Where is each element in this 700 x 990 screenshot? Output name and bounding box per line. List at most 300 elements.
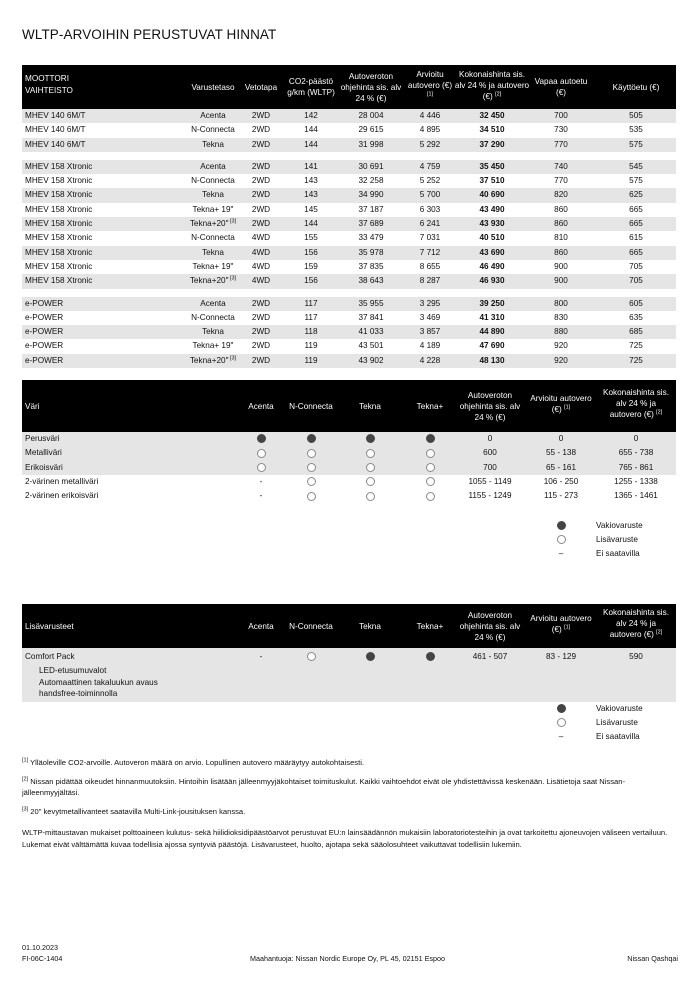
cell-co2: 141 — [304, 161, 318, 171]
cell-base: 700 — [483, 462, 497, 472]
cell-base: 1155 - 1249 — [468, 491, 512, 501]
header-trim: Varustetaso — [191, 82, 235, 92]
footer-date: 01.10.2023 — [22, 943, 58, 952]
cell-delivery: 860 — [554, 219, 568, 229]
cell-engine: MHEV 158 Xtronic — [25, 261, 93, 271]
cell-base: 37 835 — [358, 261, 384, 271]
cell-delivery: 860 — [554, 204, 568, 214]
options-header-name: Lisävarusteet — [25, 621, 74, 631]
cell-co2: 119 — [304, 341, 318, 351]
cell-usage: 705 — [629, 276, 643, 286]
cell-drive: 2WD — [251, 139, 271, 149]
cell-teknaplus — [408, 475, 452, 489]
cell-tekna — [348, 432, 392, 446]
cell-delivery: 700 — [554, 111, 568, 120]
cell-total: 48 130 — [479, 355, 505, 365]
cell-usage: 615 — [629, 233, 643, 243]
cell-tax: 6 241 — [419, 219, 441, 229]
cell-tax: 8 287 — [419, 276, 441, 286]
cell-acenta — [242, 489, 280, 503]
cell-base: 37 841 — [358, 312, 384, 322]
cell-co2: 144 — [304, 125, 318, 135]
price-row — [22, 339, 676, 353]
cell-trim: N-Connecta — [191, 125, 235, 135]
cell-engine: MHEV 158 Xtronic — [25, 219, 93, 229]
cell-usage: 705 — [629, 261, 643, 271]
cell-acenta — [242, 446, 280, 460]
pack-item-3: handsfree-toiminnolla — [39, 689, 118, 698]
cell-drive: 2WD — [251, 111, 271, 120]
cell-tax: 6 303 — [419, 204, 441, 214]
optional-dot-icon — [366, 463, 375, 472]
legend-options — [556, 702, 686, 744]
cell-total: 41 310 — [479, 312, 505, 322]
cell-engine: MHEV 158 Xtronic — [25, 161, 93, 171]
cell-trim: Acenta — [200, 298, 226, 308]
cell-tax: 4 228 — [419, 355, 441, 365]
cell-engine: e-POWER — [25, 312, 64, 322]
footnotes — [22, 757, 682, 857]
cell-trim: Tekna+20" [3] — [189, 275, 237, 286]
cell-co2: 156 — [304, 276, 318, 286]
cell-co2: 145 — [304, 204, 318, 214]
optional-dot-icon — [366, 477, 375, 486]
cell-tax: 5 292 — [419, 139, 441, 149]
group-spacer — [22, 289, 676, 297]
cell-teknaplus — [408, 489, 452, 503]
options-header-total: Kokonaishinta sis. alv 24 % ja autovero (€) [2] — [603, 608, 669, 639]
cell-total: 43 690 — [479, 247, 505, 257]
cell-total: 765 - 861 — [618, 462, 654, 472]
cell-usage: 685 — [629, 327, 643, 337]
cell-tax: 3 857 — [419, 327, 441, 337]
cell-trim: Acenta — [200, 111, 226, 120]
standard-dot-icon — [557, 704, 566, 713]
cell-engine: MHEV 158 Xtronic — [25, 190, 93, 200]
standard-dot-icon — [557, 521, 566, 530]
color-header-tekna: Tekna — [359, 401, 381, 411]
options-header-teknaplus: Tekna+ — [416, 621, 444, 631]
unavailable-dash-icon: – — [558, 732, 564, 741]
color-table-body — [22, 432, 676, 503]
cell-nconnecta — [284, 489, 338, 503]
cell-usage: 605 — [629, 298, 643, 308]
cell-total: 40 510 — [479, 233, 505, 243]
cell-delivery: 770 — [554, 176, 568, 186]
cell-usage: 535 — [629, 125, 643, 135]
color-header-base: Autoveroton ohjehinta sis. alv 24 % (€) — [459, 390, 521, 422]
options-table — [22, 604, 676, 702]
cell-co2: 142 — [304, 111, 318, 120]
options-header-tax: Arvioitu autovero (€) [1] — [530, 614, 592, 634]
cell-nconnecta — [284, 446, 338, 460]
cell-tekna — [348, 475, 392, 489]
optional-dot-icon — [426, 463, 435, 472]
cell-usage: 665 — [629, 247, 643, 257]
cell-delivery: 740 — [554, 161, 568, 171]
price-row — [22, 297, 676, 311]
price-row — [22, 311, 676, 325]
optional-dot-icon — [307, 463, 316, 472]
legend-color — [556, 519, 686, 561]
cell-engine: e-POWER — [25, 355, 64, 365]
price-table — [22, 65, 676, 368]
cell-name: Metalliväri — [25, 448, 62, 458]
cell-teknaplus — [408, 432, 452, 446]
standard-dot-icon — [366, 434, 375, 443]
cell-base: 43 501 — [358, 341, 384, 351]
optional-dot-icon — [307, 449, 316, 458]
cell-tax: 65 - 161 — [545, 462, 577, 472]
cell-base: 38 643 — [358, 276, 384, 286]
cell-total: 34 510 — [479, 125, 505, 135]
cell-base: 35 978 — [358, 247, 384, 257]
color-header-nconnecta: N-Connecta — [289, 401, 333, 411]
cell-co2: 117 — [304, 312, 318, 322]
cell-drive: 2WD — [251, 327, 271, 337]
cell-drive: 4WD — [251, 276, 271, 286]
cell-delivery: 820 — [554, 190, 568, 200]
cell-tax: 4 189 — [419, 341, 441, 351]
cell-drive: 2WD — [251, 204, 271, 214]
price-row — [22, 174, 676, 188]
cell-drive: 2WD — [251, 176, 271, 186]
cell-usage: 625 — [629, 190, 643, 200]
cell-drive: 2WD — [251, 125, 271, 135]
color-row — [22, 446, 676, 460]
optional-dot-icon — [257, 449, 266, 458]
unavailable-dash-icon: - — [259, 476, 263, 486]
cell-engine: MHEV 158 Xtronic — [25, 276, 93, 286]
cell-trim: Tekna+ 19" — [192, 341, 234, 351]
cell-base: 28 004 — [358, 111, 384, 120]
options-header-tekna: Tekna — [359, 621, 381, 631]
options-table-header — [22, 604, 676, 648]
cell-base: 37 187 — [358, 204, 384, 214]
cell-tekna — [348, 446, 392, 460]
cell-usage: 665 — [629, 204, 643, 214]
standard-dot-icon — [307, 434, 316, 443]
cell-base: 33 479 — [358, 233, 384, 243]
options-header-base: Autoveroton ohjehinta sis. alv 24 % (€) — [459, 610, 521, 642]
cell-base: 30 691 — [358, 161, 384, 171]
cell-tax: 115 - 273 — [544, 491, 578, 501]
color-row — [22, 432, 676, 446]
legend-optional: Lisävaruste — [596, 718, 638, 727]
cell-trim: Tekna+20" [3] — [189, 355, 237, 365]
cell-nconnecta — [284, 432, 338, 446]
cell-co2: 117 — [304, 298, 318, 308]
pack-item-2: Automaattinen takaluukun avaus — [39, 678, 158, 687]
cell-usage: 725 — [629, 355, 643, 365]
cell-engine: e-POWER — [25, 298, 64, 308]
color-row — [22, 489, 676, 503]
price-row — [22, 138, 676, 152]
cell-base: 0 — [487, 434, 493, 443]
optional-dot-icon — [557, 718, 566, 727]
cell-delivery: 900 — [554, 276, 568, 286]
cell-base: 35 955 — [358, 298, 384, 308]
cell-drive: 4WD — [251, 261, 271, 271]
legend-standard: Vakiovaruste — [596, 704, 643, 713]
unavailable-dash-icon: - — [259, 652, 263, 661]
cell-co2: 155 — [304, 233, 318, 243]
color-header-name: Väri — [25, 401, 40, 411]
pack-name: Comfort Pack — [25, 652, 75, 661]
cell-delivery: 800 — [554, 298, 568, 308]
price-row — [22, 123, 676, 137]
cell-delivery: 920 — [554, 355, 568, 365]
cell-engine: MHEV 158 Xtronic — [25, 247, 93, 257]
unavailable-dash-icon: – — [558, 549, 564, 558]
header-co2: CO2-päästö g/km (WLTP) — [287, 77, 335, 97]
cell-tax: 3 295 — [419, 298, 441, 308]
pack-base: 461 - 507 — [472, 652, 508, 661]
cell-total: 46 930 — [479, 276, 505, 286]
optional-dot-icon — [307, 492, 316, 501]
color-row — [22, 475, 676, 489]
cell-tax: 4 446 — [419, 111, 441, 120]
cell-name: Perusväri — [25, 434, 60, 443]
color-header-acenta: Acenta — [248, 401, 274, 411]
price-row — [22, 203, 676, 217]
cell-drive: 2WD — [251, 341, 271, 351]
price-row — [22, 260, 676, 274]
cell-engine: MHEV 158 Xtronic — [25, 233, 93, 243]
color-header-teknaplus: Tekna+ — [416, 401, 444, 411]
cell-name: 2-värinen metalliväri — [25, 476, 99, 486]
cell-delivery: 770 — [554, 139, 568, 149]
cell-drive: 2WD — [251, 312, 271, 322]
color-header-total: Kokonaishinta sis. alv 24 % ja autovero (€) [2] — [603, 388, 669, 419]
cell-teknaplus — [408, 446, 452, 460]
cell-co2: 119 — [304, 355, 318, 365]
cell-trim: Tekna+ 19" — [192, 261, 234, 271]
cell-co2: 118 — [304, 327, 318, 337]
cell-delivery: 900 — [554, 261, 568, 271]
cell-base: 31 998 — [358, 139, 384, 149]
cell-tax: 7 031 — [419, 233, 441, 243]
optional-dot-icon — [257, 463, 266, 472]
cell-trim: Tekna — [202, 247, 224, 257]
legend-standard: Vakiovaruste — [596, 521, 643, 530]
header-drive: Vetotapa — [244, 82, 278, 92]
standard-dot-icon — [257, 434, 266, 443]
cell-total: 40 690 — [479, 190, 505, 200]
cell-drive: 4WD — [251, 247, 271, 257]
cell-acenta — [242, 432, 280, 446]
cell-total: 37 290 — [479, 139, 505, 149]
cell-acenta — [242, 475, 280, 489]
price-row — [22, 274, 676, 288]
footnote-1: [1] Ylläoleville CO2-arvoille. Autoveron määrä on arvio. Lopullinen autovero määräytyy autokohtaisesti. — [22, 757, 364, 767]
cell-trim: Tekna — [202, 327, 224, 337]
cell-trim: Acenta — [200, 161, 226, 171]
standard-dot-icon — [366, 652, 375, 661]
cell-drive: 2WD — [251, 161, 271, 171]
price-row — [22, 188, 676, 202]
options-header-acenta: Acenta — [248, 621, 274, 631]
cell-engine: MHEV 158 Xtronic — [25, 204, 93, 214]
pack-nconnecta — [284, 650, 338, 663]
optional-dot-icon — [366, 492, 375, 501]
cell-co2: 143 — [304, 176, 318, 186]
cell-total: 44 890 — [479, 327, 505, 337]
standard-dot-icon — [426, 652, 435, 661]
pack-item-1: LED-etusumuvalot — [39, 666, 107, 675]
cell-total: 32 450 — [479, 111, 505, 120]
cell-total: 43 490 — [479, 204, 505, 214]
cell-total: 39 250 — [479, 298, 505, 308]
cell-base: 1055 - 1149 — [468, 476, 512, 486]
pack-acenta — [242, 650, 280, 663]
price-table-header — [22, 65, 676, 109]
header-base-price: Autoveroton ohjehinta sis. alv 24 % (€) — [340, 71, 402, 103]
price-row — [22, 109, 676, 123]
cell-name: 2-värinen erikoisväri — [25, 491, 99, 501]
price-row — [22, 354, 676, 368]
cell-total: 1255 - 1338 — [614, 476, 658, 486]
cell-delivery: 730 — [554, 125, 568, 135]
cell-engine: e-POWER — [25, 327, 64, 337]
header-engine: MOOTTORI — [25, 74, 69, 83]
unavailable-dash-icon: - — [259, 491, 263, 501]
standard-dot-icon — [426, 434, 435, 443]
cell-acenta — [242, 461, 280, 475]
cell-delivery: 860 — [554, 247, 568, 257]
group-spacer — [22, 152, 676, 160]
cell-usage: 575 — [629, 139, 643, 149]
cell-drive: 4WD — [251, 233, 271, 243]
cell-total: 37 510 — [479, 176, 505, 186]
header-total: Kokonaishinta sis. alv 24 % ja autovero (€) [2] — [454, 70, 530, 101]
cell-usage: 545 — [629, 161, 643, 171]
cell-engine: MHEV 140 6M/T — [25, 111, 86, 120]
cell-drive: 2WD — [251, 298, 271, 308]
cell-tekna — [348, 461, 392, 475]
cell-delivery: 830 — [554, 312, 568, 322]
cell-tax: 0 — [558, 434, 564, 443]
cell-tax: 5 252 — [419, 176, 441, 186]
cell-trim: Tekna+ 19" — [192, 204, 234, 214]
optional-dot-icon — [557, 535, 566, 544]
cell-co2: 143 — [304, 190, 318, 200]
cell-base: 34 990 — [358, 190, 384, 200]
cell-name: Erikoisväri — [25, 462, 63, 472]
cell-nconnecta — [284, 461, 338, 475]
cell-usage: 725 — [629, 341, 643, 351]
cell-teknaplus — [408, 461, 452, 475]
cell-tekna — [348, 489, 392, 503]
color-table-header — [22, 380, 676, 432]
cell-base: 43 902 — [358, 355, 384, 365]
cell-tax: 106 - 250 — [543, 476, 579, 486]
cell-base: 600 — [483, 448, 497, 458]
cell-co2: 159 — [304, 261, 318, 271]
cell-base: 29 615 — [358, 125, 384, 135]
cell-tax: 55 - 138 — [545, 448, 577, 458]
pack-tax: 83 - 129 — [545, 652, 577, 661]
legend-unavailable: Ei saatavilla — [596, 732, 640, 741]
cell-tax: 8 655 — [419, 261, 441, 271]
cell-tax: 5 700 — [419, 190, 441, 200]
color-table — [22, 380, 676, 503]
options-pack-row — [22, 648, 676, 702]
page-title: WLTP-ARVOIHIN PERUSTUVAT HINNAT — [22, 27, 277, 42]
pack-teknaplus — [408, 650, 452, 663]
price-row — [22, 231, 676, 245]
optional-dot-icon — [426, 492, 435, 501]
cell-total: 655 - 738 — [618, 448, 654, 458]
cell-usage: 665 — [629, 219, 643, 229]
cell-delivery: 810 — [554, 233, 568, 243]
header-gearbox: VAIHTEISTO — [25, 86, 73, 95]
cell-usage: 505 — [629, 111, 643, 120]
cell-tax: 4 895 — [419, 125, 441, 135]
wltp-note: WLTP-mittaustavan mukaiset polttoaineen kulutus- sekä hiilidioksidipäästöarvot perustuvat EU:n lainsäädännön mukaisiin laboratoriotesteihin ja ovat tarkoitettu ajoneuvojen väliseen vertailuun. Lukemat eivät välttämättä kuvaa todellisia ajossa syntyviä päästöjä. Lisävarusteet, huolto, ajotapa sekä sääolosuhteet vaikuttavat todellisiin lukemiin. — [22, 828, 668, 849]
cell-base: 37 689 — [358, 219, 384, 229]
cell-total: 46 490 — [479, 261, 505, 271]
cell-co2: 144 — [304, 139, 318, 149]
pack-total: 590 — [629, 652, 643, 661]
footnote-2: [2] Nissan pidättää oikeudet hinnanmuutoksiin. Hintoihin lisätään jälleenmyyjäkohtaiset toimituskulut. Kaikki vaihtoehdot eivät ole yhdistettävissä keskenään. Lisätietoja saat Nissan-jälleenmyyjältäsi. — [22, 775, 626, 797]
cell-engine: MHEV 140 6M/T — [25, 125, 86, 135]
header-delivery: Vapaa autoetu (€) — [534, 77, 588, 97]
footer-importer: Maahantuoja: Nissan Nordic Europe Oy, PL 45, 02151 Espoo — [250, 954, 445, 963]
optional-dot-icon — [307, 477, 316, 486]
legend-optional: Lisävaruste — [596, 535, 638, 544]
cell-base: 41 033 — [358, 327, 384, 337]
cell-trim: N-Connecta — [191, 233, 235, 243]
price-table-body — [22, 109, 676, 368]
cell-tax: 3 469 — [419, 312, 441, 322]
price-row — [22, 325, 676, 339]
optional-dot-icon — [426, 449, 435, 458]
cell-co2: 144 — [304, 219, 318, 229]
price-row — [22, 160, 676, 174]
price-row — [22, 217, 676, 231]
optional-dot-icon — [426, 477, 435, 486]
color-header-tax: Arvioitu autovero (€) [1] — [530, 394, 592, 414]
price-row — [22, 246, 676, 260]
header-usage: Käyttöetu (€) — [612, 82, 660, 92]
cell-total: 0 — [633, 434, 639, 443]
cell-base: 32 258 — [358, 176, 384, 186]
cell-engine: e-POWER — [25, 341, 64, 351]
cell-trim: N-Connecta — [191, 312, 235, 322]
cell-co2: 156 — [304, 247, 318, 257]
cell-total: 43 930 — [479, 219, 505, 229]
footnote-3: [3] 20" kevytmetallivanteet saatavilla Multi-Link-jousituksen kanssa. — [22, 805, 246, 816]
cell-engine: MHEV 140 6M/T — [25, 139, 86, 149]
cell-delivery: 920 — [554, 341, 568, 351]
cell-delivery: 880 — [554, 327, 568, 337]
pack-tekna — [348, 650, 392, 663]
cell-usage: 575 — [629, 176, 643, 186]
cell-total: 35 450 — [479, 161, 505, 171]
optional-dot-icon — [307, 652, 316, 661]
cell-engine: MHEV 158 Xtronic — [25, 176, 93, 186]
options-header-nconnecta: N-Connecta — [289, 621, 333, 631]
cell-nconnecta — [284, 475, 338, 489]
cell-drive: 2WD — [251, 219, 271, 229]
cell-trim: Tekna — [202, 190, 224, 200]
cell-drive: 2WD — [251, 190, 271, 200]
color-row — [22, 461, 676, 475]
cell-drive: 2WD — [251, 355, 271, 365]
cell-total: 47 690 — [479, 341, 505, 351]
footer-code: FI-06C-1404 — [22, 954, 63, 963]
